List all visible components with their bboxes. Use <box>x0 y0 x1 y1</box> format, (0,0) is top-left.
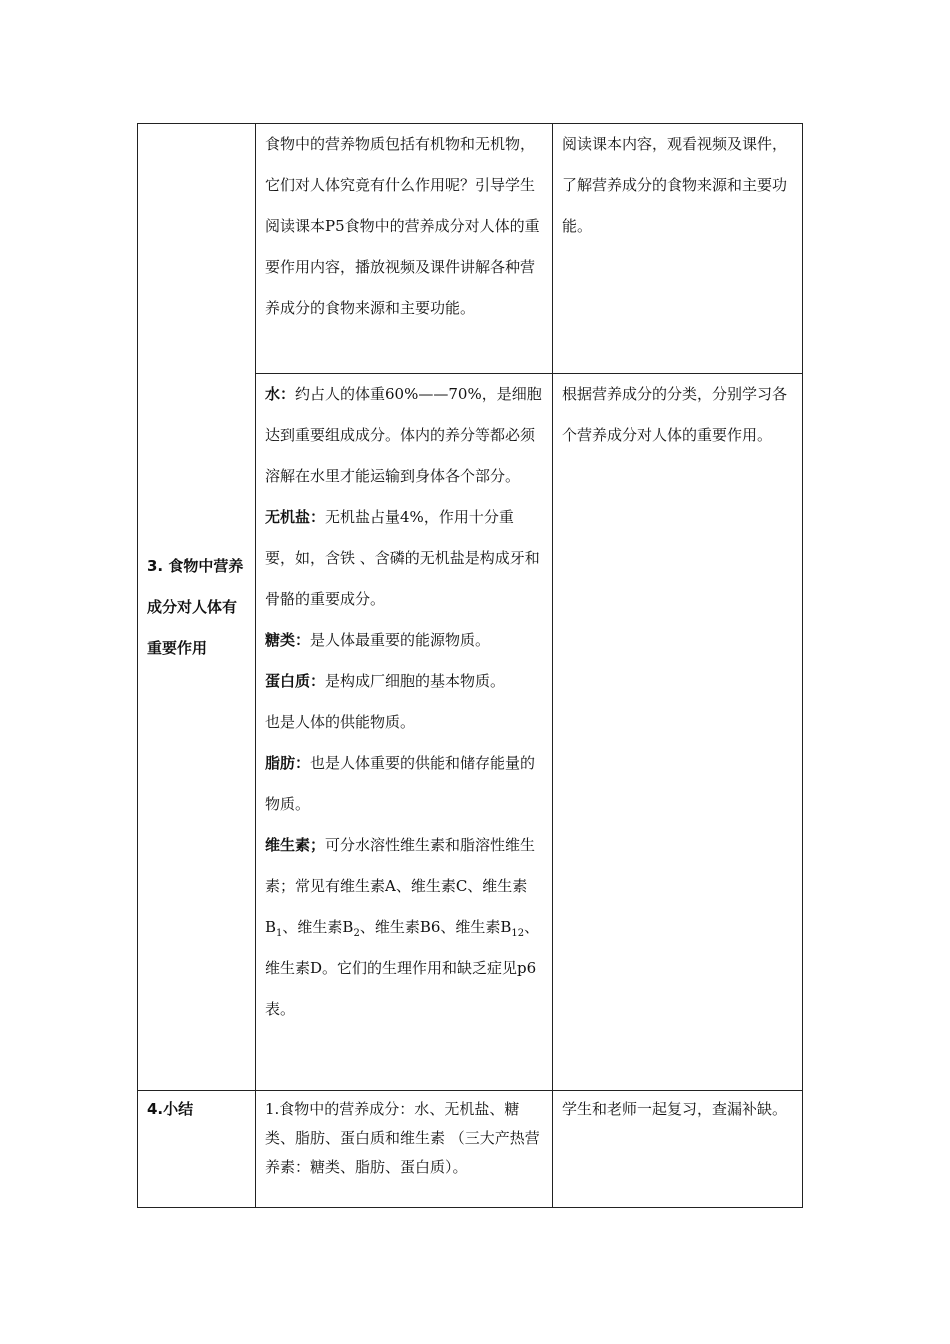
student-activity-text: 根据营养成分的分类，分别学习各个营养成分对人体的重要作用。 <box>562 385 788 444</box>
vitamin-paragraph <box>265 825 543 1030</box>
salt-text: 无机盐占量4%，作用十分重要，如，含铁 、含磷的无机盐是构成牙和骨骼的重要成分。 <box>265 508 540 608</box>
vitamin-title: 维生素； <box>265 836 326 854</box>
vitamin-subscript-1: 1 <box>276 928 283 939</box>
summary-cell <box>256 1091 553 1208</box>
lesson-plan-table <box>137 123 803 1208</box>
vitamin-text-2: 、维生素B <box>282 918 354 936</box>
sugar-paragraph <box>265 620 543 661</box>
protein-title: 蛋白质： <box>265 672 326 690</box>
fat-text: 也是人体重要的供能和储存能量的物质。 <box>265 754 536 813</box>
protein-text: 是构成厂细胞的基本物质。 <box>325 672 506 690</box>
fat-paragraph <box>265 743 543 825</box>
section-label-4 <box>138 1091 256 1208</box>
vitamin-subscript-3: 12 <box>511 928 525 939</box>
section-label-text: 3. 食物中营养成分对人体有重要作用 <box>147 556 244 657</box>
water-text: 约占人的体重60%——70%，是细胞达到重要组成成分。体内的养分等都必须溶解在水里才能运输到身体各个部分。 <box>265 385 542 485</box>
table-row <box>138 1091 803 1208</box>
section-label-3 <box>138 124 256 1091</box>
student-activity-text: 阅读课本内容，观看视频及课件，了解营养成分的食物来源和主要功能。 <box>562 135 788 235</box>
student-activity-cell <box>553 374 803 1091</box>
salt-paragraph <box>265 497 543 620</box>
summary-text: 1.食物中的营养成分：水、无机盐、糖类、脂肪、蛋白质和维生素 （三大产热营养素：糖类、脂肪、蛋白质）。 <box>265 1100 540 1176</box>
teacher-activity-cell <box>256 124 553 374</box>
teacher-activity-text: 食物中的营养物质包括有机物和无机物，它们对人体究竟有什么作用呢？引导学生阅读课本P5食物中的营养成分对人体的重要作用内容，播放视频及课件讲解各种营养成分的食物来源和主要功能。 <box>265 135 540 317</box>
salt-title: 无机盐： <box>265 508 326 526</box>
student-activity-cell <box>553 1091 803 1208</box>
vitamin-subscript-2: 2 <box>353 928 360 939</box>
protein-paragraph <box>265 661 543 702</box>
nutrient-list-cell <box>256 374 553 1091</box>
water-paragraph <box>265 374 543 497</box>
water-title: 水： <box>265 385 296 403</box>
student-activity-text: 学生和老师一起复习，查漏补缺。 <box>562 1100 788 1118</box>
sugar-title: 糖类： <box>265 631 311 649</box>
vitamin-text-1: 可分水溶性维生素和脂溶性维生素；常见有维生素A、维生素C、维生素B <box>265 836 536 936</box>
fat-title: 脂肪： <box>265 754 311 772</box>
student-activity-cell <box>553 124 803 374</box>
protein-paragraph-2: 也是人体的供能物质。 <box>265 713 416 731</box>
section-label-text: 4.小结 <box>147 1100 194 1118</box>
sugar-text: 是人体最重要的能源物质。 <box>310 631 491 649</box>
vitamin-text-4: 、维生素D。它们的生理作用和缺乏症见p6表。 <box>265 918 540 1018</box>
table-row <box>138 124 803 374</box>
vitamin-text-3: 、维生素B6、维生素B <box>359 918 512 936</box>
